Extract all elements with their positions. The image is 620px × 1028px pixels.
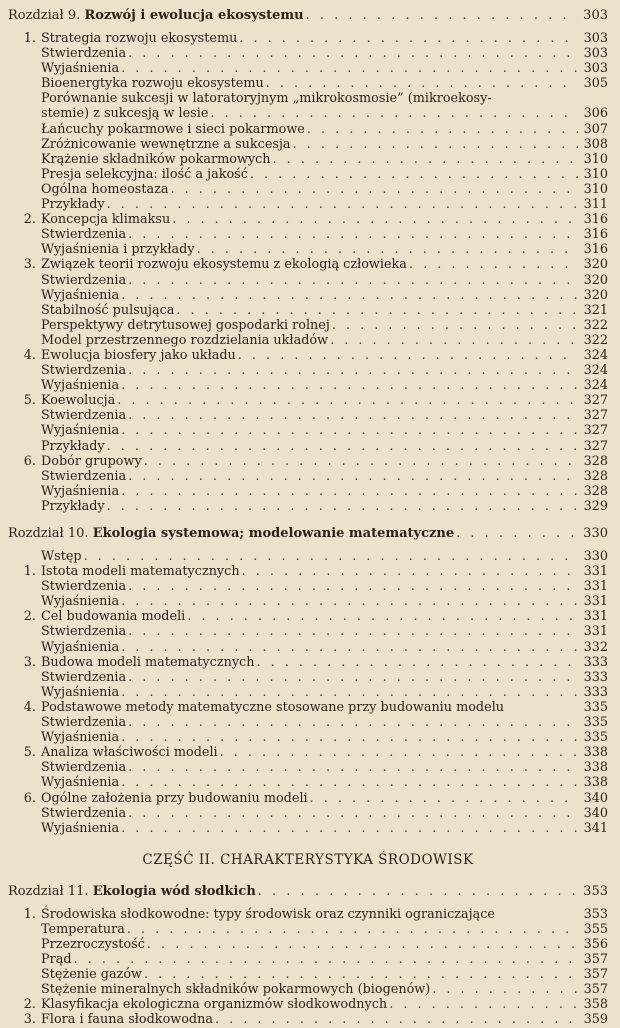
leader-dots bbox=[237, 31, 578, 46]
toc-entry bbox=[8, 469, 608, 484]
entry-number: 3. bbox=[23, 1012, 36, 1028]
leader-dots bbox=[125, 922, 578, 937]
chapter-prefix: Rozdział 9. bbox=[8, 8, 81, 23]
toc-entry bbox=[8, 242, 608, 257]
toc-entry bbox=[8, 423, 608, 438]
leader-dots bbox=[328, 333, 578, 348]
toc-entry bbox=[8, 227, 608, 242]
leader-dots bbox=[119, 484, 578, 499]
entry-page-number: 338 bbox=[583, 775, 608, 791]
entry-page-number: 341 bbox=[583, 820, 608, 836]
entry-title: Stwierdzenia bbox=[41, 579, 127, 595]
toc-entry bbox=[8, 907, 608, 922]
toc-entry bbox=[8, 670, 608, 685]
entry-title: Klasyfikacja ekologiczna organizmów słodkowodnych bbox=[41, 997, 388, 1013]
toc-entry bbox=[8, 982, 608, 997]
entry-title: Stwierdzenia bbox=[41, 669, 127, 685]
entry-page-number: 340 bbox=[583, 805, 608, 821]
entry-page-number: 320 bbox=[583, 257, 608, 273]
toc-entry bbox=[8, 484, 608, 499]
entry-title: Wyjaśnienia bbox=[41, 378, 120, 394]
chapter-title: Rozwój i ewolucja ekosystemu bbox=[84, 8, 304, 23]
toc-entry bbox=[8, 167, 608, 182]
leader-dots bbox=[305, 122, 578, 137]
leader-dots bbox=[256, 882, 578, 901]
chapter-heading bbox=[8, 882, 608, 901]
toc-entry bbox=[8, 791, 608, 806]
entry-page-number: 303 bbox=[583, 31, 608, 46]
entry-page-number: 303 bbox=[583, 46, 608, 62]
leader-dots bbox=[195, 242, 578, 257]
entry-title: Wstęp bbox=[41, 549, 82, 564]
entry-title: Środowiska słodkowodne: typy środowisk oraz czynniki ograniczające bbox=[41, 906, 495, 922]
toc-entry bbox=[8, 806, 608, 821]
entry-page-number: 330 bbox=[583, 549, 608, 564]
entry-title: Ogólne założenia przy budowaniu modeli bbox=[41, 790, 308, 806]
entry-title: Stężenie gazów bbox=[41, 967, 142, 983]
leader-dots bbox=[105, 499, 578, 514]
entry-title: Prąd bbox=[41, 952, 72, 968]
chapter-heading bbox=[8, 524, 608, 543]
leader-dots bbox=[126, 579, 578, 594]
leader-dots bbox=[126, 469, 578, 484]
chapter-prefix: Rozdział 11. bbox=[8, 883, 89, 899]
leader-dots bbox=[174, 303, 578, 318]
leader-dots bbox=[119, 288, 578, 303]
entry-page-number: 327 bbox=[583, 423, 608, 439]
toc-entry bbox=[8, 715, 608, 730]
entry-page-number: 335 bbox=[583, 730, 608, 746]
entry-page-number: 355 bbox=[583, 921, 608, 937]
toc-entry bbox=[8, 685, 608, 700]
entry-title: Ewolucja biosfery jako układu bbox=[41, 347, 236, 363]
leader-dots bbox=[308, 791, 578, 806]
entry-page-number: 322 bbox=[583, 317, 608, 333]
entry-page-number: 316 bbox=[583, 242, 608, 258]
leader-dots bbox=[254, 655, 578, 670]
leader-dots bbox=[126, 408, 578, 423]
toc-entry bbox=[8, 499, 608, 514]
leader-dots bbox=[240, 564, 578, 579]
entry-title: Stwierdzenia bbox=[41, 363, 127, 379]
entry-title: Presja selekcyjna: ilość a jakość bbox=[41, 166, 248, 182]
entry-page-number: 316 bbox=[583, 212, 608, 228]
toc-entry bbox=[8, 288, 608, 303]
leader-dots bbox=[387, 997, 578, 1012]
entry-title: Zróżnicowanie wewnętrzne a sukcesja bbox=[41, 136, 291, 152]
toc-entry bbox=[8, 363, 608, 378]
entry-title: Analiza właściwości modeli bbox=[41, 745, 218, 761]
entry-title: Przykłady bbox=[41, 197, 105, 213]
leader-dots bbox=[407, 257, 578, 272]
entry-title: Krążenie składników pokarmowych bbox=[41, 151, 271, 167]
entry-page-number: 305 bbox=[583, 76, 608, 92]
entry-page-number: 311 bbox=[583, 197, 608, 213]
entry-title: Istota modeli matematycznych bbox=[41, 564, 240, 580]
entry-title: Porównanie sukcesji w latoratoryjnym „mikrokosmosie” (mikroekosy- bbox=[41, 91, 492, 107]
chapter-page-number: 353 bbox=[583, 883, 608, 899]
entry-title: Stwierdzenia bbox=[41, 715, 127, 731]
entry-page-number: 331 bbox=[583, 624, 608, 640]
entry-title: Flora i fauna słodkowodna bbox=[41, 1012, 213, 1028]
entry-title: Wyjaśnienia bbox=[41, 483, 120, 499]
chapter-label bbox=[8, 524, 454, 543]
entry-page-number: 328 bbox=[583, 483, 608, 499]
entry-number: 2. bbox=[23, 997, 36, 1013]
toc-entry bbox=[8, 922, 608, 937]
toc-entry bbox=[8, 579, 608, 594]
entry-page-number: 353 bbox=[583, 906, 608, 922]
toc-entry bbox=[8, 46, 608, 61]
entry-number: 1. bbox=[23, 564, 36, 580]
toc-entry bbox=[8, 182, 608, 197]
entry-page-number: 327 bbox=[583, 408, 608, 424]
entry-title: Cel budowania modeli bbox=[41, 609, 186, 625]
entry-page-number: 328 bbox=[583, 453, 608, 469]
leader-dots bbox=[119, 775, 578, 790]
entry-page-number: 356 bbox=[583, 936, 608, 952]
chapter-title: Ekologia systemowa; modelowanie matematyczne bbox=[92, 526, 455, 541]
entry-page-number: 357 bbox=[583, 952, 608, 968]
entry-title: Wyjaśnienia bbox=[41, 287, 120, 303]
entry-title: Wyjaśnienia bbox=[41, 820, 120, 836]
leader-dots bbox=[119, 730, 578, 745]
entry-page-number: 335 bbox=[583, 715, 608, 731]
toc-entry bbox=[8, 257, 608, 272]
entry-title: Wyjaśnienia bbox=[41, 594, 120, 610]
toc-entry bbox=[8, 273, 608, 288]
entry-title: Stwierdzenia bbox=[41, 624, 127, 640]
toc-entry bbox=[8, 31, 608, 46]
entry-number: 4. bbox=[23, 347, 36, 363]
toc-entry bbox=[8, 655, 608, 670]
entry-page-number: 359 bbox=[583, 1012, 608, 1028]
leader-dots bbox=[142, 967, 578, 982]
leader-dots bbox=[430, 982, 578, 997]
entry-title: Koewolucja bbox=[41, 393, 116, 409]
leader-dots bbox=[208, 106, 578, 121]
entry-page-number: 308 bbox=[583, 136, 608, 152]
entry-page-number: 333 bbox=[583, 669, 608, 685]
entry-page-number: 327 bbox=[583, 438, 608, 454]
leader-dots bbox=[454, 524, 578, 543]
leader-dots bbox=[248, 167, 578, 182]
chapter-heading bbox=[8, 6, 608, 25]
entry-title: Wyjaśnienia bbox=[41, 775, 120, 791]
entry-title: Związek teorii rozwoju ekosystemu z ekologią człowieka bbox=[41, 257, 407, 273]
leader-dots bbox=[291, 137, 578, 152]
entry-page-number: 335 bbox=[583, 699, 608, 715]
toc-entry bbox=[8, 997, 608, 1012]
leader-dots bbox=[185, 609, 578, 624]
entry-page-number: 333 bbox=[583, 684, 608, 700]
toc-entry bbox=[8, 212, 608, 227]
entry-title: Łańcuchy pokarmowe i sieci pokarmowe bbox=[41, 121, 305, 137]
entry-page-number: 358 bbox=[583, 997, 608, 1013]
entry-number: 6. bbox=[23, 453, 36, 469]
chapter-page-number: 330 bbox=[583, 526, 608, 541]
entry-title: Wyjaśnienia bbox=[41, 61, 120, 77]
entry-page-number: 316 bbox=[583, 227, 608, 243]
toc-entry bbox=[8, 439, 608, 454]
entry-page-number: 310 bbox=[583, 181, 608, 197]
toc-entry bbox=[8, 937, 608, 952]
toc-entry bbox=[8, 76, 608, 91]
toc-entry bbox=[8, 564, 608, 579]
entry-page-number: 340 bbox=[583, 790, 608, 806]
leader-dots bbox=[72, 952, 578, 967]
leader-dots bbox=[126, 670, 578, 685]
leader-dots bbox=[218, 745, 578, 760]
entry-title: Stężenie mineralnych składników pokarmowych (biogenów) bbox=[41, 982, 431, 998]
leader-dots bbox=[119, 378, 578, 393]
toc-entry bbox=[8, 952, 608, 967]
entry-page-number: 320 bbox=[583, 272, 608, 288]
leader-dots bbox=[126, 363, 578, 378]
leader-dots bbox=[330, 318, 578, 333]
leader-dots bbox=[126, 624, 578, 639]
leader-dots bbox=[115, 393, 578, 408]
leader-dots bbox=[304, 6, 578, 25]
chapter-label bbox=[8, 6, 304, 25]
entry-page-number: 332 bbox=[583, 639, 608, 655]
entry-title: Temperatura bbox=[41, 921, 125, 937]
chapter-label bbox=[8, 882, 256, 901]
entry-title: Wyjaśnienia bbox=[41, 684, 120, 700]
entry-page-number: 338 bbox=[583, 745, 608, 761]
toc-entry bbox=[8, 745, 608, 760]
entry-page-number: 310 bbox=[583, 151, 608, 167]
entry-page-number: 328 bbox=[583, 468, 608, 484]
leader-dots bbox=[126, 715, 578, 730]
toc-entry bbox=[8, 700, 608, 715]
entry-page-number: 357 bbox=[583, 967, 608, 983]
leader-dots bbox=[145, 937, 578, 952]
entry-title: Bioenergtyka rozwoju ekosystemu bbox=[41, 76, 264, 92]
entry-title: Przykłady bbox=[41, 438, 105, 454]
leader-dots bbox=[105, 197, 578, 212]
entry-page-number: 324 bbox=[583, 347, 608, 363]
leader-dots bbox=[142, 454, 578, 469]
entry-title: Stwierdzenia bbox=[41, 760, 127, 776]
entry-title: Strategia rozwoju ekosystemu bbox=[41, 31, 238, 46]
entry-title: Stwierdzenia bbox=[41, 468, 127, 484]
entry-number: 1. bbox=[23, 906, 36, 922]
leader-dots bbox=[236, 348, 578, 363]
entry-title: Wyjaśnienia i przykłady bbox=[41, 242, 195, 258]
entry-title: Wyjaśnienia bbox=[41, 423, 120, 439]
toc-entry bbox=[8, 303, 608, 318]
toc-entry bbox=[8, 609, 608, 624]
entry-page-number: 324 bbox=[583, 378, 608, 394]
entry-page-number: 333 bbox=[583, 654, 608, 670]
entry-title: Ogólna homeostaza bbox=[41, 181, 169, 197]
entry-title: Stwierdzenia bbox=[41, 408, 127, 424]
toc-entry bbox=[8, 408, 608, 423]
entry-title: Model przestrzennego rozdzielania układów bbox=[41, 332, 329, 348]
entry-page-number: 338 bbox=[583, 760, 608, 776]
leader-dots bbox=[119, 821, 578, 836]
entry-number: 4. bbox=[23, 699, 36, 715]
toc-entry bbox=[8, 730, 608, 745]
entry-number: 3. bbox=[23, 654, 36, 670]
leader-dots bbox=[119, 594, 578, 609]
toc-entry bbox=[8, 348, 608, 363]
entry-title: Koncepcja klimaksu bbox=[41, 212, 171, 228]
leader-dots bbox=[126, 227, 578, 242]
entry-title: Stwierdzenia bbox=[41, 272, 127, 288]
leader-dots bbox=[119, 61, 578, 76]
leader-dots bbox=[82, 549, 578, 564]
chapter-prefix: Rozdział 10. bbox=[8, 526, 89, 541]
leader-dots bbox=[105, 439, 578, 454]
leader-dots bbox=[126, 273, 578, 288]
leader-dots bbox=[264, 76, 578, 91]
leader-dots bbox=[119, 423, 578, 438]
leader-dots bbox=[213, 1012, 578, 1027]
entry-title: Przykłady bbox=[41, 498, 105, 514]
toc-entry bbox=[8, 91, 608, 106]
entry-number: 2. bbox=[23, 609, 36, 625]
entry-page-number: 321 bbox=[583, 302, 608, 318]
toc-entry bbox=[8, 549, 608, 564]
entry-title: Dobór grupowy bbox=[41, 453, 142, 469]
entry-page-number: 331 bbox=[583, 579, 608, 595]
entry-page-number: 331 bbox=[583, 609, 608, 625]
entry-page-number: 331 bbox=[583, 564, 608, 580]
toc-entry bbox=[8, 454, 608, 469]
toc-entry bbox=[8, 760, 608, 775]
entry-page-number: 307 bbox=[583, 121, 608, 137]
leader-dots bbox=[169, 182, 579, 197]
part-heading: CZĘŚĆ II. CHARAKTERYSTYKA ŚRODOWISK bbox=[142, 851, 474, 868]
toc-entry bbox=[8, 393, 608, 408]
chapter-page-number: 303 bbox=[583, 8, 608, 23]
entry-page-number: 322 bbox=[583, 332, 608, 348]
entry-number: 5. bbox=[23, 393, 36, 409]
toc-entry bbox=[8, 137, 608, 152]
toc-entry bbox=[8, 640, 608, 655]
entry-page-number: 357 bbox=[583, 982, 608, 998]
entry-page-number: 303 bbox=[583, 61, 608, 77]
entry-page-number: 320 bbox=[583, 287, 608, 303]
entry-page-number: 306 bbox=[583, 106, 608, 122]
leader-dots bbox=[119, 640, 578, 655]
entry-title: Stwierdzenia bbox=[41, 46, 127, 62]
toc-entry bbox=[8, 122, 608, 137]
toc-entry bbox=[8, 594, 608, 609]
toc-entry bbox=[8, 775, 608, 790]
entry-title: Przezroczystość bbox=[41, 936, 145, 952]
toc-entry bbox=[8, 821, 608, 836]
entry-title: Perspektywy detrytusowej gospodarki rolnej bbox=[41, 317, 330, 333]
entry-number: 3. bbox=[23, 257, 36, 273]
leader-dots bbox=[126, 760, 578, 775]
entry-title: Stabilność pulsująca bbox=[41, 302, 175, 318]
toc-entry bbox=[8, 333, 608, 348]
leader-dots bbox=[271, 152, 578, 167]
entry-page-number: 329 bbox=[583, 498, 608, 514]
entry-page-number: 331 bbox=[583, 594, 608, 610]
toc-entry bbox=[8, 197, 608, 212]
entry-number: 2. bbox=[23, 212, 36, 228]
leader-dots bbox=[119, 685, 578, 700]
toc-entry bbox=[8, 152, 608, 167]
entry-number: 6. bbox=[23, 790, 36, 806]
entry-title: stemie) z sukcesją w lesie bbox=[41, 106, 209, 122]
entry-title: Wyjaśnienia bbox=[41, 639, 120, 655]
toc-entry bbox=[8, 378, 608, 393]
entry-page-number: 327 bbox=[583, 393, 608, 409]
entry-page-number: 324 bbox=[583, 363, 608, 379]
leader-dots bbox=[126, 46, 578, 61]
toc-entry bbox=[8, 967, 608, 982]
toc-entry bbox=[8, 106, 608, 121]
entry-title: Podstawowe metody matematyczne stosowane przy budowaniu modelu bbox=[41, 699, 505, 715]
leader-dots bbox=[170, 212, 578, 227]
entry-number: 1. bbox=[23, 31, 36, 46]
chapter-title: Ekologia wód słodkich bbox=[92, 883, 256, 899]
toc-entry bbox=[8, 318, 608, 333]
toc-entry bbox=[8, 624, 608, 639]
toc-entry bbox=[8, 61, 608, 76]
entry-page-number: 310 bbox=[583, 166, 608, 182]
entry-title: Wyjaśnienia bbox=[41, 730, 120, 746]
entry-number: 5. bbox=[23, 745, 36, 761]
entry-title: Budowa modeli matematycznych bbox=[41, 654, 255, 670]
entry-title: Stwierdzenia bbox=[41, 227, 127, 243]
toc-entry bbox=[8, 1012, 608, 1027]
entry-title: Stwierdzenia bbox=[41, 805, 127, 821]
leader-dots bbox=[126, 806, 578, 821]
